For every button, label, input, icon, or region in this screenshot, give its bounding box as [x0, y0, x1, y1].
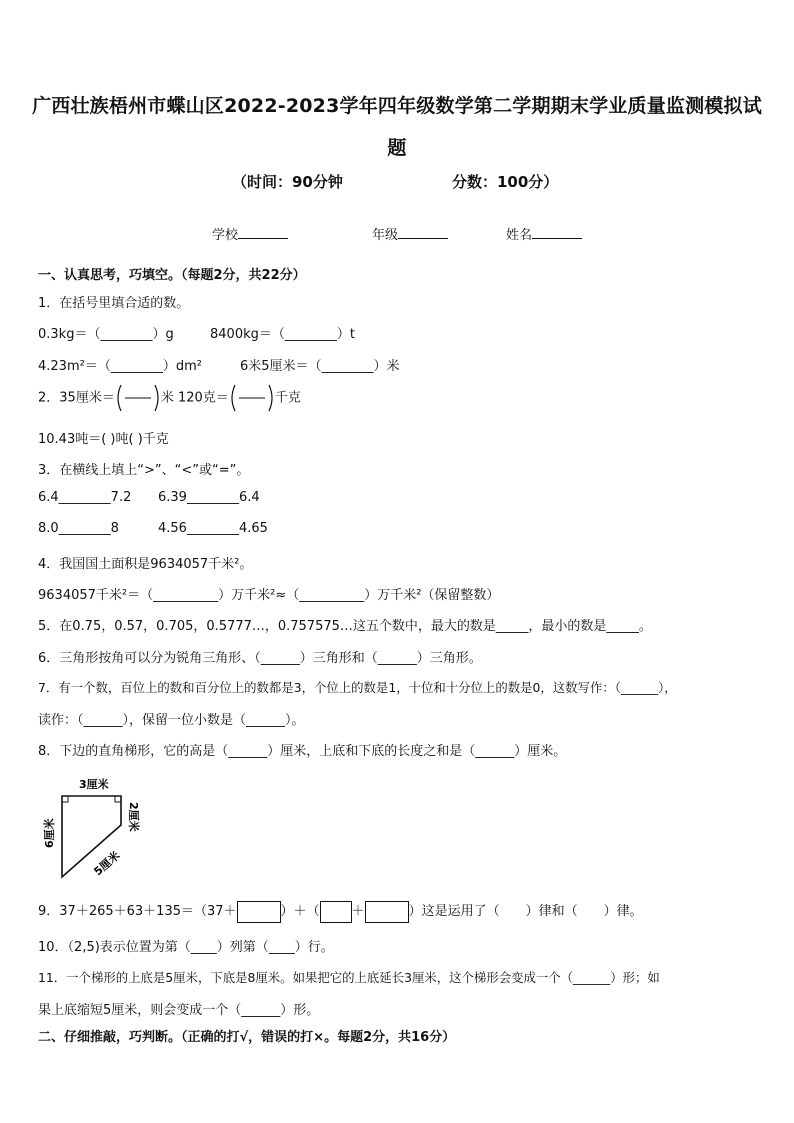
- name-label: 姓名: [506, 228, 533, 243]
- school-field: [212, 224, 288, 243]
- answer-box[interactable]: [365, 901, 409, 923]
- answer-box[interactable]: [320, 901, 352, 923]
- q1-b: 8400kg＝（________）t: [210, 327, 355, 342]
- q3-b: 6.39________6.4: [158, 490, 260, 505]
- name-field: [506, 224, 582, 243]
- page-title: 广西壮族梧州市蝶山区2022-2023学年四年级数学第二学期期末学业质量监测模拟试题: [32, 95, 762, 159]
- q2-text: 2．35厘米＝: [38, 390, 115, 406]
- grade-label: 年级: [372, 228, 399, 243]
- q6: 6．三角形按角可以分为锐角三角形、（______）三角形和（______）三角形。: [38, 651, 482, 666]
- q3-c: 8.0________8: [38, 521, 119, 536]
- q2-unit1: 米: [160, 390, 174, 406]
- q4-line: 9634057千米²＝（__________）万千米²≈（__________）万千米²（保留整数）: [38, 588, 500, 603]
- school-blank: [238, 226, 288, 239]
- q7-line1: 7．有一个数，百位上的数和百分位上的数都是3，个位上的数是1，十位和十分位上的数是0，这数写作：（______），: [38, 680, 677, 695]
- q9-d: ）这是运用了（ ）律和（ ）律。: [408, 904, 643, 919]
- label-top: 3厘米: [79, 778, 109, 791]
- q3-d: 4.56________4.65: [158, 521, 268, 536]
- q11-line1: 11．一个梯形的上底是5厘米，下底是8厘米。如果把它的上底延长3厘米，这个梯形会变成一个（______）形；如: [38, 970, 660, 985]
- q3-a: 6.4________7.2: [38, 490, 132, 505]
- q1-c: 4.23m²＝（________）dm²: [38, 359, 202, 374]
- label-left: 6厘米: [43, 818, 56, 848]
- q5: 5．在0.75，0.57，0.705，0.5777…，0.757575…这五个数中，最大的数是_____，最小的数是_____。: [38, 619, 652, 634]
- q7-line2: 读作：（______），保留一位小数是（______）。: [38, 713, 305, 728]
- q9: [38, 900, 643, 923]
- q9-c: ＋: [351, 904, 365, 919]
- q2-unit2: 千克: [274, 390, 301, 406]
- q1-d: 6米5厘米＝（________）米: [240, 359, 400, 374]
- q9-b: ）＋（: [280, 904, 320, 919]
- fraction-blank: [229, 383, 275, 413]
- q1-a: 0.3kg＝（________）g: [38, 327, 174, 342]
- q2-line1: [38, 383, 301, 413]
- q2-mid: 120克＝: [177, 390, 229, 406]
- label-slant: 5厘米: [91, 848, 123, 879]
- q3-stem: 3．在横线上填上“>”、“<”或“=”。: [38, 463, 250, 478]
- right-trapezoid-figure: [38, 772, 148, 887]
- q2-line2: 10.43吨＝( )吨( )千克: [38, 432, 169, 447]
- section1-heading: 一、认真思考，巧填空。（每题2分，共22分）: [38, 268, 306, 283]
- fraction-blank: [115, 383, 161, 413]
- exam-score: 分数：100分）: [452, 173, 559, 191]
- q8-stem: 8．下边的直角梯形，它的高是（______）厘米，上底和下底的长度之和是（______）厘米。: [38, 744, 567, 759]
- name-blank: [532, 226, 582, 239]
- q1-stem: 1．在括号里填合适的数。: [38, 296, 190, 311]
- school-label: 学校: [212, 228, 239, 243]
- grade-field: [372, 224, 448, 243]
- answer-box[interactable]: [237, 901, 281, 923]
- exam-time: （时间：90分钟: [232, 173, 343, 191]
- q4-stem: 4．我国国土面积是9634057千米²。: [38, 557, 253, 572]
- section2-heading: 二、仔细推敲，巧判断。（正确的打√，错误的打×。每题2分，共16分）: [38, 1030, 456, 1045]
- label-right: 2厘米: [127, 802, 140, 832]
- q9-a: 9．37＋265＋63＋135＝（37＋: [38, 904, 237, 919]
- grade-blank: [398, 226, 448, 239]
- q10: 10．（2,5)表示位置为第（____）列第（____）行。: [38, 940, 334, 955]
- q11-line2: 果上底缩短5厘米，则会变成一个（______）形。: [38, 1003, 320, 1018]
